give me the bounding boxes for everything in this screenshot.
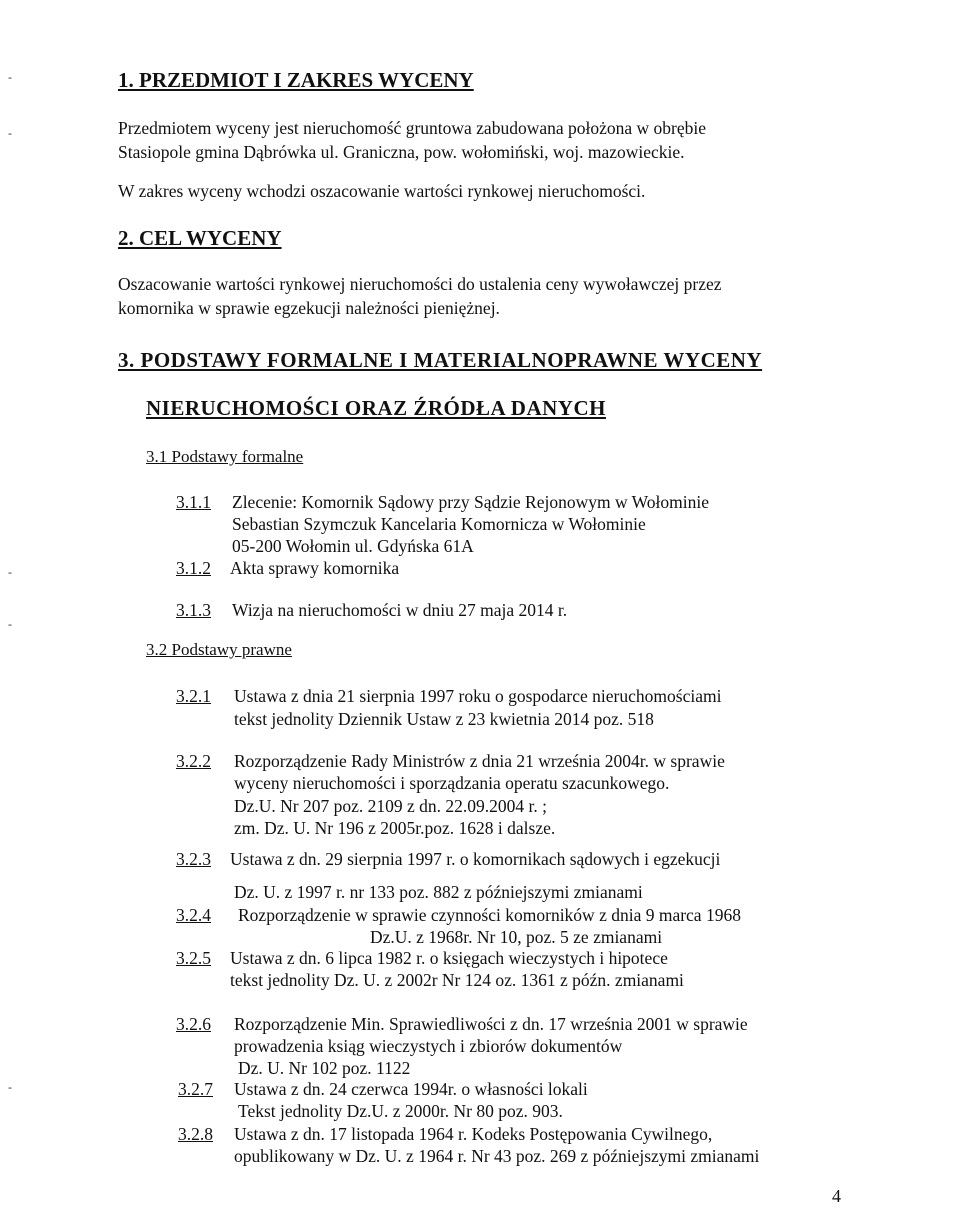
margin-mark: - [8, 565, 12, 579]
subsection-3-2-heading: 3.2 Podstawy prawne [146, 640, 292, 659]
item-text: Sebastian Szymczuk Kancelaria Komornicza w Wołominie [232, 514, 646, 534]
margin-mark: - [8, 617, 12, 631]
margin-mark: - [8, 126, 12, 140]
item-text: Dz. U. z 1997 r. nr 133 poz. 882 z późniejszymi zmianami [234, 882, 643, 902]
item-number: 3.2.1 [176, 686, 211, 706]
subsection-3-1-heading: 3.1 Podstawy formalne [146, 447, 304, 466]
section-3-heading-line-2: NIERUCHOMOŚCI ORAZ ŹRÓDŁA DANYCH [146, 396, 606, 420]
page-number: 4 [832, 1186, 841, 1206]
margin-mark: - [8, 1080, 12, 1094]
item-number: 3.1.1 [176, 492, 211, 512]
section-1-text-line-1: Przedmiotem wyceny jest nieruchomość gruntowa zabudowana położona w obrębie [118, 118, 707, 138]
item-number: 3.2.8 [178, 1124, 213, 1144]
item-text: Dz.U. z 1968r. Nr 10, poz. 5 ze zmianami [370, 927, 663, 947]
item-text: Ustawa z dn. 6 lipca 1982 r. o księgach wieczystych i hipotece [230, 948, 668, 968]
item-number: 3.2.6 [176, 1014, 211, 1034]
item-text: tekst jednolity Dziennik Ustaw z 23 kwietnia 2014 poz. 518 [234, 709, 654, 729]
section-1-text-line-2: Stasiopole gmina Dąbrówka ul. Graniczna, pow. wołomiński, woj. mazowieckie. [118, 142, 685, 162]
item-text: prowadzenia ksiąg wieczystych i zbiorów dokumentów [234, 1036, 623, 1056]
section-2-text-line-2: komornika w sprawie egzekucji należności pieniężnej. [118, 298, 500, 318]
item-text: Zlecenie: Komornik Sądowy przy Sądzie Rejonowym w Wołominie [232, 492, 709, 512]
item-text: zm. Dz. U. Nr 196 z 2005r.poz. 1628 i dalsze. [234, 818, 556, 838]
item-number: 3.2.4 [176, 905, 211, 925]
section-2-heading: 2. CEL WYCENY [118, 226, 282, 250]
item-text: Wizja na nieruchomości w dniu 27 maja 2014 r. [232, 600, 568, 620]
item-text: Akta sprawy komornika [230, 558, 400, 578]
item-text: 05-200 Wołomin ul. Gdyńska 61A [232, 536, 474, 556]
item-number: 3.2.3 [176, 849, 211, 869]
section-2-text-line-1: Oszacowanie wartości rynkowej nieruchomości do ustalenia ceny wywoławczej przez [118, 274, 722, 294]
item-text: Ustawa z dnia 21 sierpnia 1997 roku o gospodarce nieruchomościami [234, 686, 722, 706]
item-text: Tekst jednolity Dz.U. z 2000r. Nr 80 poz. 903. [238, 1101, 563, 1121]
item-text: Rozporządzenie Min. Sprawiedliwości z dn. 17 września 2001 w sprawie [234, 1014, 748, 1034]
item-text: tekst jednolity Dz. U. z 2002r Nr 124 oz. 1361 z późn. zmianami [230, 970, 684, 990]
margin-mark: - [8, 70, 12, 84]
item-number: 3.2.5 [176, 948, 211, 968]
item-text: Ustawa z dn. 17 listopada 1964 r. Kodeks Postępowania Cywilnego, [234, 1124, 713, 1144]
item-text: Dz. U. Nr 102 poz. 1122 [238, 1058, 411, 1078]
item-text: wyceny nieruchomości i sporządzania operatu szacunkowego. [234, 773, 670, 793]
item-text: Dz.U. Nr 207 poz. 2109 z dn. 22.09.2004 r. ; [234, 796, 548, 816]
section-3-heading-line-1: 3. PODSTAWY FORMALNE I MATERIALNOPRAWNE WYCENY [118, 348, 763, 372]
item-text: opublikowany w Dz. U. z 1964 r. Nr 43 poz. 269 z późniejszymi zmianami [234, 1146, 760, 1166]
item-number: 3.1.3 [176, 600, 211, 620]
section-1-heading: 1. PRZEDMIOT I ZAKRES WYCENY [118, 68, 474, 92]
item-text: Rozporządzenie w sprawie czynności komorników z dnia 9 marca 1968 [238, 905, 741, 925]
item-number: 3.2.2 [176, 751, 211, 771]
item-number: 3.2.7 [178, 1079, 213, 1099]
section-1-scope-text: W zakres wyceny wchodzi oszacowanie wartości rynkowej nieruchomości. [118, 181, 646, 201]
item-text: Ustawa z dn. 29 sierpnia 1997 r. o komornikach sądowych i egzekucji [230, 849, 721, 869]
item-text: Rozporządzenie Rady Ministrów z dnia 21 września 2004r. w sprawie [234, 751, 725, 771]
item-text: Ustawa z dn. 24 czerwca 1994r. o własności lokali [234, 1079, 588, 1099]
item-number: 3.1.2 [176, 558, 211, 578]
